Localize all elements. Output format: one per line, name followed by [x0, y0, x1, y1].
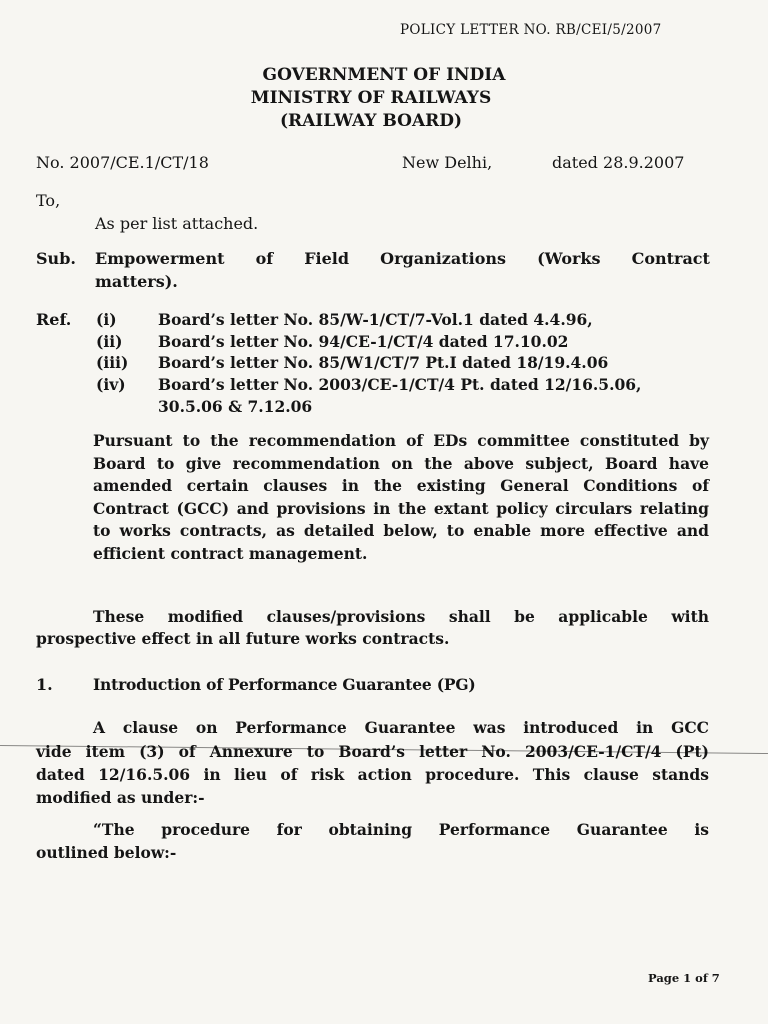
subject-word: Contract — [631, 249, 710, 268]
ref-item-text: Board’s letter No. 85/W-1/CT/7-Vol.1 dated 4.4.96, — [158, 310, 593, 329]
reference-number: No. 2007/CE.1/CT/18 — [36, 153, 209, 172]
policy-letter-number: POLICY LETTER NO. RB/CEI/5/2007 — [400, 22, 662, 38]
subject-word: Empowerment — [95, 249, 225, 268]
header-ministry: MINISTRY OF RAILWAYS — [250, 88, 492, 108]
paragraph-modified-line-1: These modified clauses/provisions shall be applicable with — [93, 607, 709, 626]
ref-item-number: (i) — [96, 310, 117, 329]
subject-line-1 — [95, 249, 710, 268]
paragraph-pursuant: Pursuant to the recommendation of EDs committee constituted by Board to give recommendation on the above subject, Board have amended certain clauses in the existing General Conditions of Contract (GCC) and provisions in the extant policy circulars relating to works contracts, as detailed below, to enable more effective and efficient contract management. — [93, 431, 709, 563]
place: New Delhi, — [402, 153, 493, 172]
subject-word: (Works — [537, 249, 601, 268]
paragraph-pg-line-4: modified as under:- — [36, 788, 205, 807]
ref-item-continuation: 30.5.06 & 7.12.06 — [158, 397, 313, 416]
paragraph-pg-line-3: dated 12/16.5.06 in lieu of risk action procedure. This clause stands — [36, 765, 709, 784]
date: dated 28.9.2007 — [552, 153, 685, 172]
to-addressee: As per list attached. — [95, 214, 259, 233]
ref-item-number: (iii) — [96, 353, 129, 372]
header-board: (RAILWAY BOARD) — [279, 111, 463, 131]
section-number: 1. — [36, 675, 53, 694]
paragraph-modified-line-2: prospective effect in all future works contracts. — [36, 629, 450, 648]
ref-item-text: Board’s letter No. 85/W1/CT/7 Pt.I dated 18/19.4.06 — [158, 353, 609, 372]
ref-label: Ref. — [36, 310, 72, 329]
ref-item-number: (ii) — [96, 332, 123, 351]
page-number: Page 1 of 7 — [648, 971, 720, 985]
subject-line-2: matters). — [95, 272, 178, 291]
ref-item-number: (iv) — [96, 375, 126, 394]
paragraph-pg-line-1: A clause on Performance Guarantee was introduced in GCC — [93, 718, 709, 737]
header-govt: GOVERNMENT OF INDIA — [262, 65, 506, 85]
subject-word: of — [255, 249, 274, 268]
section-title: Introduction of Performance Guarantee (PG) — [93, 675, 476, 694]
paragraph-pg-line-2: vide item (3) of Annexure to Board’s letter No. 2003/CE-1/CT/4 (Pt) — [36, 742, 709, 761]
subject-word: Field — [304, 249, 350, 268]
ref-item-text: Board’s letter No. 2003/CE-1/CT/4 Pt. dated 12/16.5.06, — [158, 375, 642, 394]
subject-label: Sub. — [36, 249, 76, 268]
to-label: To, — [36, 191, 61, 210]
ref-item-text: Board’s letter No. 94/CE-1/CT/4 dated 17.10.02 — [158, 332, 569, 351]
paragraph-procedure-line-1: “The procedure for obtaining Performance Guarantee is — [93, 820, 709, 839]
paragraph-procedure-line-2: outlined below:- — [36, 843, 177, 862]
subject-word: Organizations — [380, 249, 507, 268]
